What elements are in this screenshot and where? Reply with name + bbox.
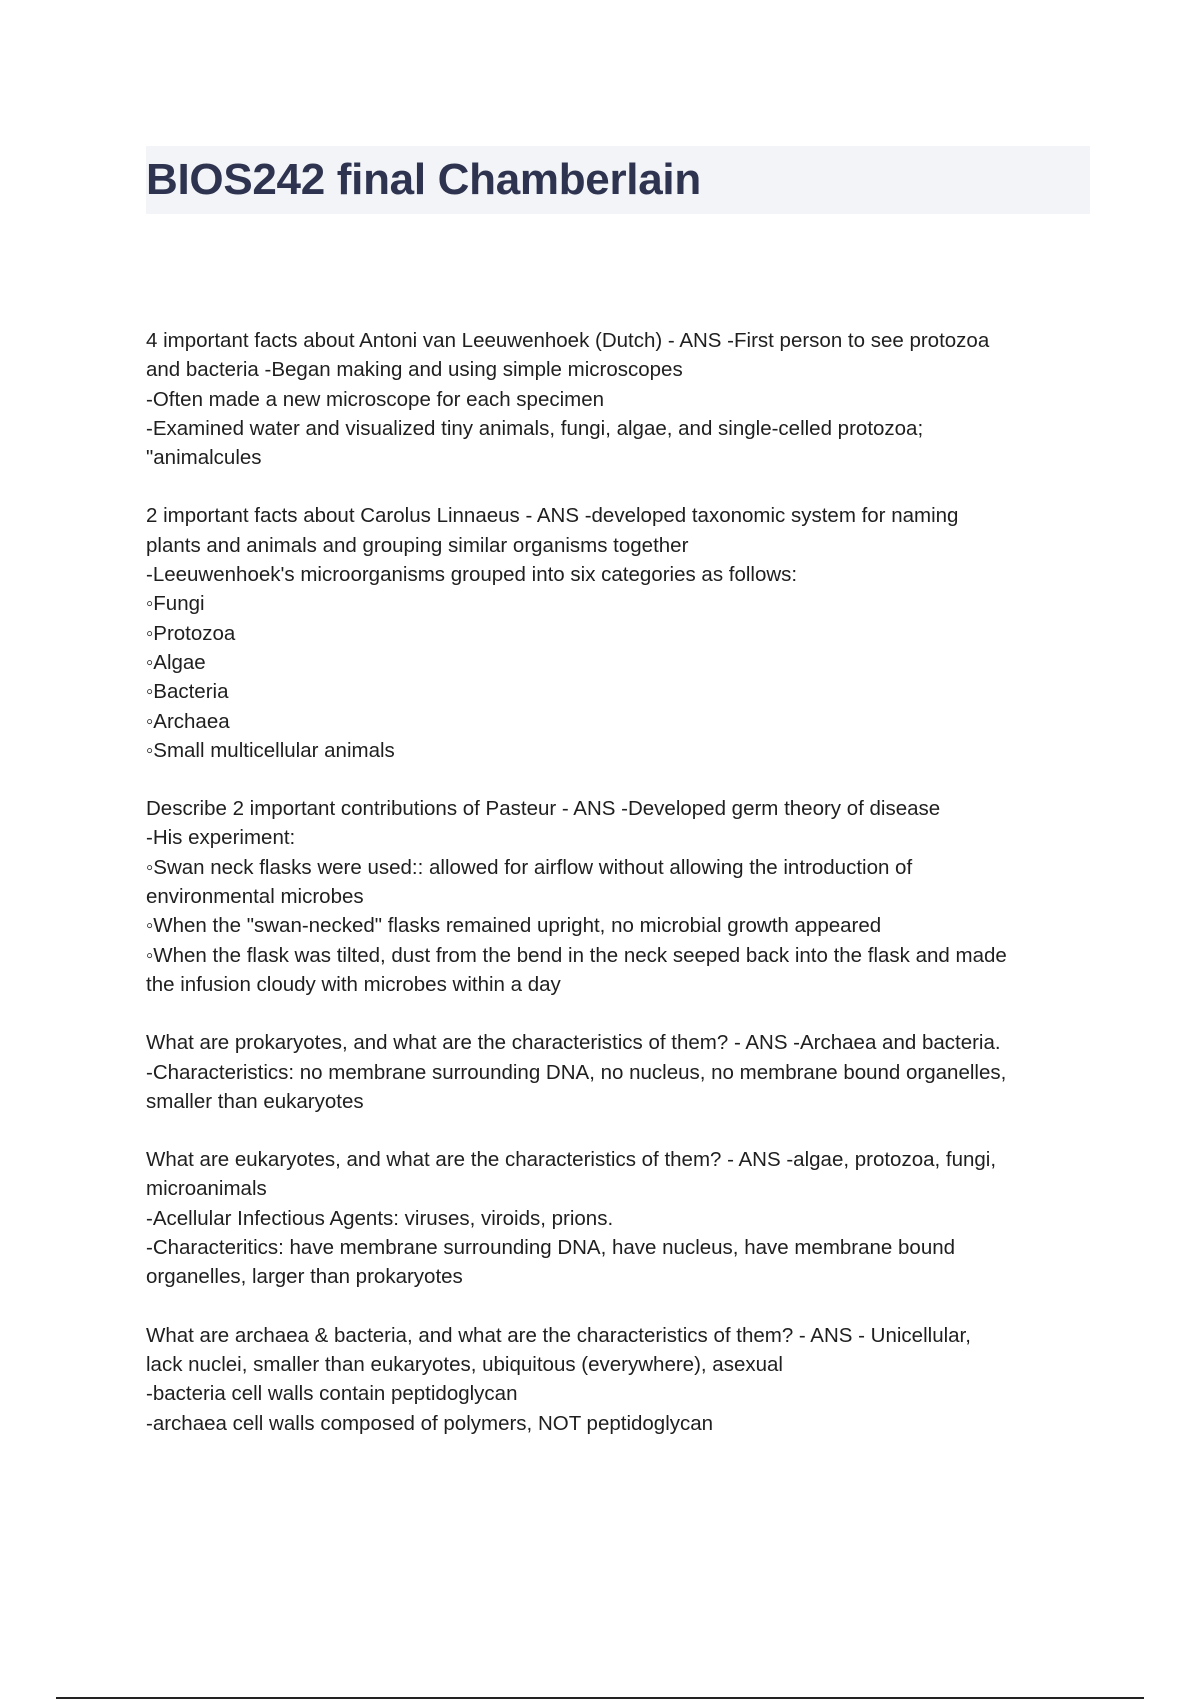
text-line: -archaea cell walls composed of polymers, NOT peptidoglycan	[146, 1411, 714, 1435]
qa-item-linnaeus	[146, 501, 1096, 765]
text-line: the infusion cloudy with microbes within a day	[146, 972, 561, 996]
list-item: ◦Swan neck flasks were used:: allowed for airflow without allowing the introduction of	[146, 855, 913, 879]
qa-item-eukaryotes	[146, 1145, 1096, 1291]
text-line: -Often made a new microscope for each specimen	[146, 387, 605, 411]
qa-item-pasteur	[146, 794, 1096, 999]
text-line: What are eukaryotes, and what are the characteristics of them? - ANS -algae, protozoa, fungi,	[146, 1148, 997, 1172]
text-line: 2 important facts about Carolus Linnaeus - ANS -developed taxonomic system for naming	[146, 504, 959, 528]
text-line: What are prokaryotes, and what are the characteristics of them? - ANS -Archaea and bacteria.	[146, 1031, 1001, 1055]
text-line: -Leeuwenhoek's microorganisms grouped into six categories as follows:	[146, 563, 798, 587]
text-line: smaller than eukaryotes	[146, 1089, 364, 1113]
page-bottom-rule	[56, 1697, 1144, 1699]
text-line: -Examined water and visualized tiny animals, fungi, algae, and single-celled protozoa;	[146, 416, 924, 440]
document-title: BIOS242 final Chamberlain	[146, 155, 701, 204]
text-line: -bacteria cell walls contain peptidoglycan	[146, 1382, 518, 1406]
list-item: ◦When the flask was tilted, dust from the bend in the neck seeped back into the flask and made	[146, 943, 1007, 967]
list-item: ◦Fungi	[146, 592, 205, 616]
qa-item-prokaryotes	[146, 1028, 1096, 1116]
list-item: ◦Small multicellular animals	[146, 738, 395, 762]
text-line: environmental microbes	[146, 885, 364, 909]
qa-item-archaea-bacteria	[146, 1321, 1096, 1438]
list-item: ◦Bacteria	[146, 680, 229, 704]
text-line: What are archaea & bacteria, and what are the characteristics of them? - ANS - Unicellular,	[146, 1323, 971, 1347]
text-line: -Acellular Infectious Agents: viruses, viroids, prions.	[146, 1206, 614, 1230]
list-item: ◦When the "swan-necked" flasks remained upright, no microbial growth appeared	[146, 914, 882, 938]
text-line: lack nuclei, smaller than eukaryotes, ubiquitous (everywhere), asexual	[146, 1352, 783, 1376]
text-line: "animalcules	[146, 446, 262, 470]
text-line: -Characteristics: no membrane surrounding DNA, no nucleus, no membrane bound organelles,	[146, 1060, 1007, 1084]
list-item: ◦Archaea	[146, 709, 230, 733]
text-line: Describe 2 important contributions of Pasteur - ANS -Developed germ theory of disease	[146, 797, 941, 821]
text-line: and bacteria -Began making and using simple microscopes	[146, 358, 683, 382]
text-line: organelles, larger than prokaryotes	[146, 1265, 463, 1289]
text-line: plants and animals and grouping similar organisms together	[146, 533, 689, 557]
list-item: ◦Protozoa	[146, 621, 236, 645]
text-line: -Characteritics: have membrane surrounding DNA, have nucleus, have membrane bound	[146, 1236, 956, 1260]
text-line: -His experiment:	[146, 826, 296, 850]
text-line: microanimals	[146, 1177, 267, 1201]
qa-item-leeuwenhoek	[146, 326, 1096, 472]
document-body	[146, 326, 1096, 1467]
list-item: ◦Algae	[146, 650, 206, 674]
text-line: 4 important facts about Antoni van Leeuwenhoek (Dutch) - ANS -First person to see protozoa	[146, 329, 990, 352]
